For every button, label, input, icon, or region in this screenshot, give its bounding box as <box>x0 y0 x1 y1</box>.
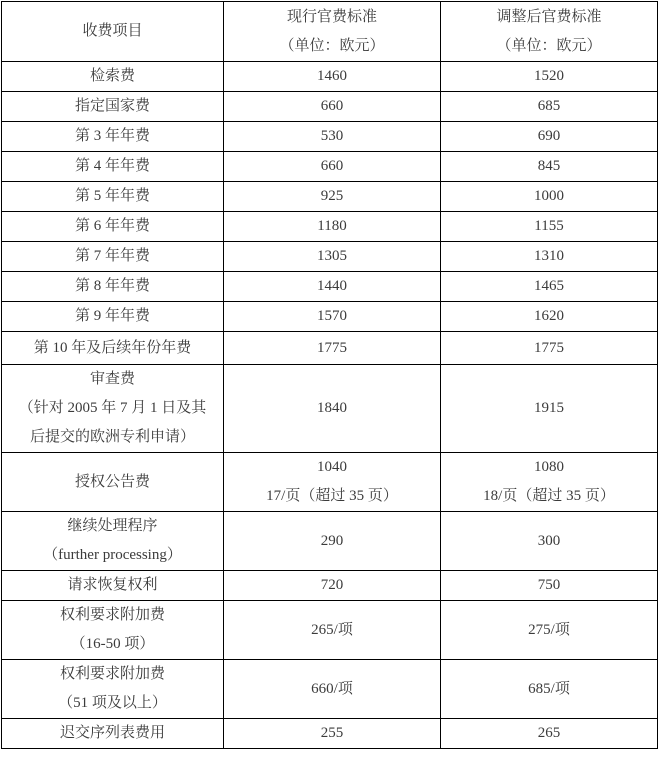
row-annual-fee-year-7 <box>2 242 658 272</box>
adjusted-fee-cell: 1080 18/页（超过 35 页） <box>441 453 658 512</box>
current-fee-cell: 660 <box>224 92 441 122</box>
row-annual-fee-year-4 <box>2 152 658 182</box>
adjusted-fee-cell: 1000 <box>441 182 658 212</box>
item-cell: 迟交序列表费用 <box>2 719 224 749</box>
row-re-establishment-of-rights-fee <box>2 571 658 601</box>
row-grant-publication-fee <box>2 453 658 512</box>
current-fee-cell: 530 <box>224 122 441 152</box>
header-cell-current-fee <box>224 2 441 62</box>
current-fee-cell: 1305 <box>224 242 441 272</box>
current-fee-cell: 1570 <box>224 302 441 332</box>
current-fee-cell: 925 <box>224 182 441 212</box>
item-cell: 第 7 年年费 <box>2 242 224 272</box>
current-fee-cell: 1840 <box>224 365 441 453</box>
current-fee-cell: 720 <box>224 571 441 601</box>
row-late-sequence-listing-fee <box>2 719 658 749</box>
adjusted-fee-cell: 750 <box>441 571 658 601</box>
row-examination-fee <box>2 365 658 453</box>
item-cell: 检索费 <box>2 62 224 92</box>
adjusted-fee-cell: 1155 <box>441 212 658 242</box>
header-row <box>2 2 658 62</box>
adjusted-fee-cell: 1775 <box>441 332 658 365</box>
header-current-title: 现行官费标准 <box>286 8 377 25</box>
header-current-unit: （单位：欧元） <box>279 37 385 54</box>
row-annual-fee-year-10-plus <box>2 332 658 365</box>
row-annual-fee-year-6 <box>2 212 658 242</box>
item-cell: 权利要求附加费 （16-50 项） <box>2 601 224 660</box>
item-cell: 第 6 年年费 <box>2 212 224 242</box>
current-fee-cell: 255 <box>224 719 441 749</box>
adjusted-fee-cell: 300 <box>441 512 658 571</box>
adjusted-fee-cell: 265 <box>441 719 658 749</box>
item-cell: 权利要求附加费 （51 项及以上） <box>2 660 224 719</box>
current-fee-cell: 1440 <box>224 272 441 302</box>
current-fee-cell: 660 <box>224 152 441 182</box>
row-claims-surcharge-51-plus <box>2 660 658 719</box>
header-adjusted-title: 调整后官费标准 <box>496 8 602 25</box>
current-fee-cell: 1775 <box>224 332 441 365</box>
item-cell: 指定国家费 <box>2 92 224 122</box>
header-cell-item <box>2 2 224 62</box>
adjusted-fee-cell: 275/项 <box>441 601 658 660</box>
item-cell: 审查费 （针对 2005 年 7 月 1 日及其 后提交的欧洲专利申请） <box>2 365 224 453</box>
row-search-fee <box>2 62 658 92</box>
row-designation-fee <box>2 92 658 122</box>
adjusted-fee-cell: 1465 <box>441 272 658 302</box>
item-cell: 第 4 年年费 <box>2 152 224 182</box>
row-annual-fee-year-3 <box>2 122 658 152</box>
item-cell: 第 10 年及后续年份年费 <box>2 332 224 365</box>
current-fee-cell: 290 <box>224 512 441 571</box>
header-adjusted-unit: （单位：欧元） <box>496 37 602 54</box>
row-annual-fee-year-8 <box>2 272 658 302</box>
item-cell: 授权公告费 <box>2 453 224 512</box>
header-cell-adjusted-fee <box>441 2 658 62</box>
row-further-processing-fee <box>2 512 658 571</box>
current-fee-cell: 265/项 <box>224 601 441 660</box>
adjusted-fee-cell: 1520 <box>441 62 658 92</box>
current-fee-cell: 660/项 <box>224 660 441 719</box>
row-claims-surcharge-16-50 <box>2 601 658 660</box>
adjusted-fee-cell: 845 <box>441 152 658 182</box>
current-fee-cell: 1040 17/页（超过 35 页） <box>224 453 441 512</box>
current-fee-cell: 1460 <box>224 62 441 92</box>
item-cell: 第 8 年年费 <box>2 272 224 302</box>
adjusted-fee-cell: 1620 <box>441 302 658 332</box>
row-annual-fee-year-5 <box>2 182 658 212</box>
fee-table <box>1 1 658 749</box>
adjusted-fee-cell: 685/项 <box>441 660 658 719</box>
current-fee-cell: 1180 <box>224 212 441 242</box>
header-item-label: 收费项目 <box>82 23 143 39</box>
adjusted-fee-cell: 1915 <box>441 365 658 453</box>
item-cell: 第 9 年年费 <box>2 302 224 332</box>
adjusted-fee-cell: 1310 <box>441 242 658 272</box>
item-cell: 第 5 年年费 <box>2 182 224 212</box>
item-cell: 第 3 年年费 <box>2 122 224 152</box>
item-cell: 请求恢复权利 <box>2 571 224 601</box>
adjusted-fee-cell: 685 <box>441 92 658 122</box>
row-annual-fee-year-9 <box>2 302 658 332</box>
adjusted-fee-cell: 690 <box>441 122 658 152</box>
item-cell: 继续处理程序 （further processing） <box>2 512 224 571</box>
